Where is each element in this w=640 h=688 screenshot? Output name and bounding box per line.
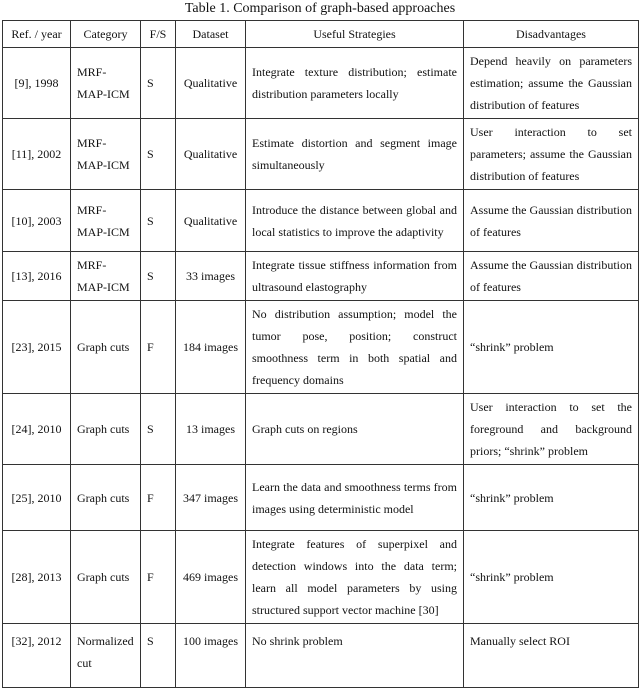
column-header: Useful Strategies [246,21,464,48]
disadvantages-cell: Depend heavily on parameters estimation; assume the Gaussian distribution of features [464,48,639,119]
ref-year-cell: [11], 2002 [3,119,71,190]
table-row [3,394,639,465]
dataset-cell: Qualitative [176,48,246,119]
category-cell: MRF-MAP-ICM [71,190,141,252]
ref-year-cell: [32], 2012 [3,624,71,688]
strategies-cell: Graph cuts on regions [246,394,464,465]
category-cell: Graph cuts [71,394,141,465]
dataset-cell: Qualitative [176,190,246,252]
dataset-cell: 33 images [176,252,246,301]
table-row [3,190,639,252]
strategies-cell: Learn the data and smoothness terms from images using deterministic model [246,465,464,531]
category-cell: Graph cuts [71,531,141,624]
category-cell: Normalized cut [71,624,141,688]
fs-cell: S [141,252,176,301]
category-cell: Graph cuts [71,301,141,394]
ref-year-cell: [10], 2003 [3,190,71,252]
dataset-cell: 347 images [176,465,246,531]
column-header: F/S [141,21,176,48]
disadvantages-cell: “shrink” problem [464,301,639,394]
fs-cell: S [141,394,176,465]
strategies-cell: Estimate distortion and segment image simultaneously [246,119,464,190]
category-cell: Graph cuts [71,465,141,531]
strategies-cell: Introduce the distance between global and local statistics to improve the adaptivity [246,190,464,252]
fs-cell: S [141,48,176,119]
ref-year-cell: [9], 1998 [3,48,71,119]
ref-year-cell: [23], 2015 [3,301,71,394]
ref-year-cell: [28], 2013 [3,531,71,624]
disadvantages-cell: “shrink” problem [464,531,639,624]
category-cell: MRF-MAP-ICM [71,252,141,301]
disadvantages-cell: Manually select ROI [464,624,639,688]
strategies-cell: Integrate texture distribution; estimate distribution parameters locally [246,48,464,119]
table-row [3,531,639,624]
column-header: Ref. / year [3,21,71,48]
table-row [3,252,639,301]
dataset-cell: 184 images [176,301,246,394]
ref-year-cell: [25], 2010 [3,465,71,531]
strategies-cell: Integrate tissue stiffness information from ultrasound elastography [246,252,464,301]
ref-year-cell: [24], 2010 [3,394,71,465]
dataset-cell: Qualitative [176,119,246,190]
comparison-table [2,20,639,688]
category-cell: MRF-MAP-ICM [71,48,141,119]
category-cell: MRF-MAP-ICM [71,119,141,190]
column-header: Category [71,21,141,48]
fs-cell: S [141,624,176,688]
disadvantages-cell: User interaction to set parameters; assume the Gaussian distribution of features [464,119,639,190]
dataset-cell: 469 images [176,531,246,624]
table-row [3,465,639,531]
ref-year-cell: [13], 2016 [3,252,71,301]
fs-cell: F [141,465,176,531]
strategies-cell: No distribution assumption; model the tumor pose, position; construct smoothness term in both spatial and frequency domains [246,301,464,394]
fs-cell: F [141,531,176,624]
disadvantages-cell: Assume the Gaussian distribution of features [464,252,639,301]
header-row [3,21,639,48]
disadvantages-cell: User interaction to set the foreground and background priors; “shrink” problem [464,394,639,465]
table-row [3,119,639,190]
fs-cell: S [141,190,176,252]
table-row [3,624,639,688]
fs-cell: F [141,301,176,394]
table-row [3,48,639,119]
dataset-cell: 13 images [176,394,246,465]
table-caption: Table 1. Comparison of graph-based approaches [184,1,456,16]
table-row [3,301,639,394]
fs-cell: S [141,119,176,190]
disadvantages-cell: “shrink” problem [464,465,639,531]
disadvantages-cell: Assume the Gaussian distribution of features [464,190,639,252]
strategies-cell: Integrate features of superpixel and detection windows into the data term; learn all model parameters by using structured support vector machine [30] [246,531,464,624]
column-header: Dataset [176,21,246,48]
dataset-cell: 100 images [176,624,246,688]
column-header: Disadvantages [464,21,639,48]
strategies-cell: No shrink problem [246,624,464,688]
